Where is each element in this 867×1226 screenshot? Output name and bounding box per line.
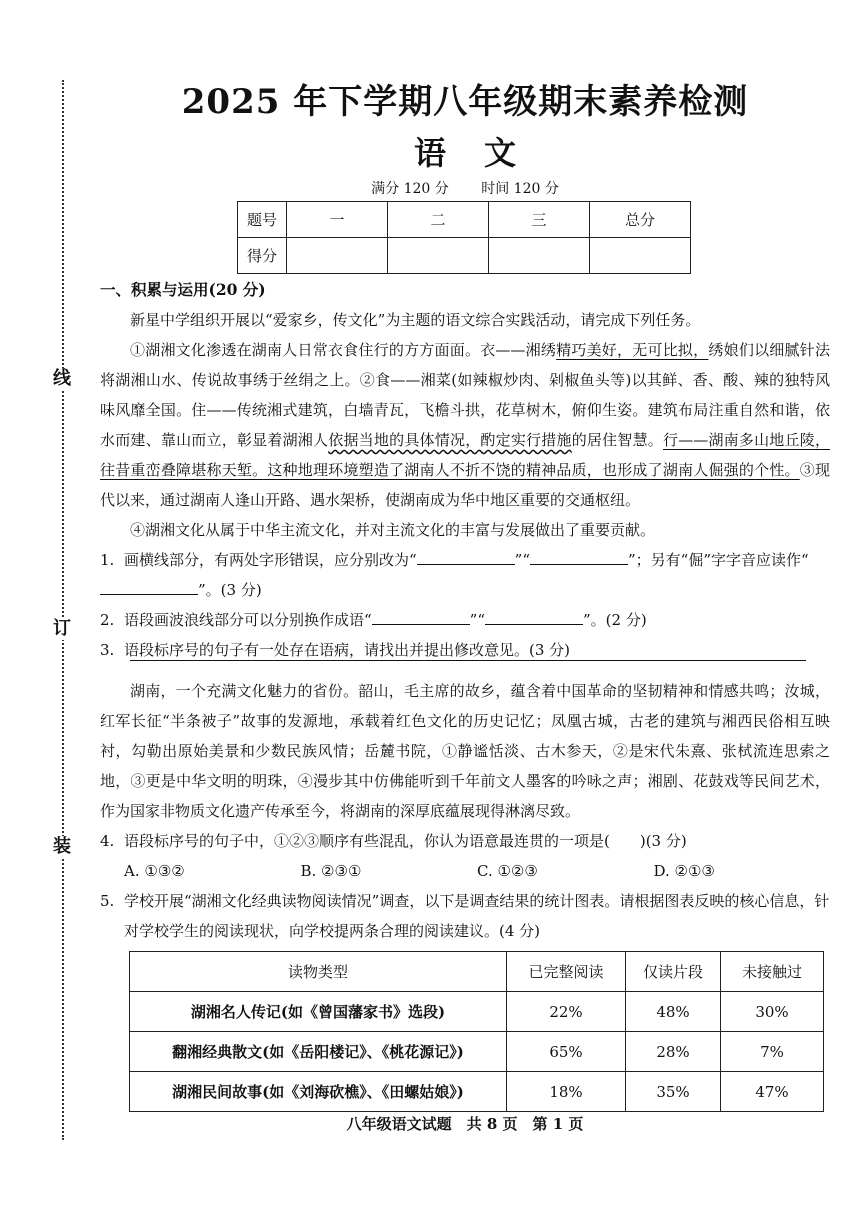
score-header-1: 一	[287, 202, 388, 238]
q4-option-a[interactable]: A. ①③②	[124, 862, 185, 880]
score-table	[237, 201, 691, 274]
score-cell-total[interactable]	[590, 238, 691, 274]
q1-text-b: ”“	[514, 551, 531, 569]
p1-text-a: ①湖湘文化渗透在湖南人日常衣食住行的方方面面。衣——湘绣	[130, 341, 557, 359]
reading-stats-table	[129, 951, 824, 1112]
q2-text-c: ”。(2 分)	[583, 611, 647, 629]
page-footer: 八年级语文试题 共 8 页 第 1 页	[346, 1115, 584, 1133]
stats-header-type: 读物类型	[130, 952, 507, 992]
stats-cell-none: 7%	[721, 1032, 824, 1072]
stats-header-complete: 已完整阅读	[507, 952, 626, 992]
score-header-total: 总分	[590, 202, 691, 238]
p1-text-g: ③现代以来，通过湖南人逢山开路、遇水架桥，使湖南成为华中地区重要的交通枢纽。	[100, 461, 830, 509]
p1-text-c: 绣娘们以细腻针法将湖湘山水、传说故事绣于丝绢之上。②食——湘菜(如辣椒炒肉、剁椒鱼头等)以其鲜、香、酸、辣的独特风味风靡全国。住——传统湘式建筑，白墙青瓦，飞檐斗拱，花草树木，俯仰生姿。建筑布局注重自然和谐，依水而建、靠山而立，彰显着湖湘人	[100, 341, 830, 449]
stats-row	[130, 992, 824, 1032]
q1-text-d: ”。(3 分)	[198, 581, 262, 599]
score-cell-2[interactable]	[388, 238, 489, 274]
binding-char-xian: 线	[53, 368, 71, 389]
score-header-label: 题号	[238, 202, 287, 238]
score-cell-1[interactable]	[287, 238, 388, 274]
q2-blank-2[interactable]	[485, 606, 583, 625]
full-score: 满分 120 分	[371, 181, 449, 197]
q5-text: 学校开展“湖湘文化经典读物阅读情况”调查，以下是调查结果的统计图表。请根据图表反映的核心信息，针对学校学生的阅读现状，向学校提两条合理的阅读建议。(4 分)	[124, 892, 830, 940]
section1-intro: 新星中学组织开展以“爱家乡，传文化”为主题的语文综合实践活动，请完成下列任务。	[130, 311, 701, 329]
score-cell-3[interactable]	[489, 238, 590, 274]
exam-subject: 语文	[413, 134, 554, 172]
p1-underlined-b: 精巧美好，无可比拟，	[556, 341, 709, 359]
stats-cell-partial: 48%	[626, 992, 721, 1032]
stats-cell-complete: 22%	[507, 992, 626, 1032]
section1-heading: 一、积累与运用(20 分)	[100, 280, 266, 299]
q3-answer-line[interactable]	[130, 660, 806, 661]
score-header-3: 三	[489, 202, 590, 238]
q2-num: 2.	[100, 611, 115, 629]
question-1	[100, 545, 830, 605]
stats-cell-none: 47%	[721, 1072, 824, 1112]
stats-row	[130, 1072, 824, 1112]
passage-paragraph-2: ④湖湘文化从属于中华主流文化，并对主流文化的丰富与发展做出了重要贡献。	[130, 521, 656, 539]
p1-underlined-f: 行——湖南多山地丘陵，往昔重峦叠障堪称天堑。这种地理环境塑造了湖南人不折不饶的精神品质，也形成了湖南人倔强的个性。	[100, 431, 830, 479]
q4-options	[100, 856, 830, 886]
binding-margin	[0, 0, 100, 1226]
q5-num: 5.	[100, 892, 115, 910]
q2-text-b: ”“	[469, 611, 486, 629]
stats-cell-complete: 65%	[507, 1032, 626, 1072]
binding-char-zhuang: 装	[53, 836, 71, 857]
score-table-header-row	[238, 202, 691, 238]
q1-num: 1.	[100, 551, 115, 569]
stats-header-none: 未接触过	[721, 952, 824, 992]
stats-cell-type: 湖湘名人传记(如《曾国藩家书》选段)	[130, 992, 507, 1032]
stats-header-row	[130, 952, 824, 992]
score-header-2: 二	[388, 202, 489, 238]
q3-text: 语段标序号的句子有一处存在语病，请找出并提出修改意见。(3 分)	[124, 641, 571, 659]
q4-option-c[interactable]: C. ①②③	[477, 862, 538, 880]
exam-time: 时间 120 分	[481, 181, 559, 197]
passage-paragraph-1	[100, 335, 830, 515]
exam-meta	[100, 178, 830, 198]
p1-text-e: 的居住智慧。	[571, 431, 664, 449]
stats-cell-partial: 35%	[626, 1072, 721, 1112]
score-table-score-row	[238, 238, 691, 274]
q2-blank-1[interactable]	[372, 606, 470, 625]
score-row-label: 得分	[238, 238, 287, 274]
q1-blank-2[interactable]	[530, 546, 628, 565]
q1-blank-1[interactable]	[417, 546, 515, 565]
p1-wavy-d: 依据当地的具体情况，酌定实行措施	[328, 431, 572, 449]
question-2	[100, 605, 830, 635]
stats-row	[130, 1032, 824, 1072]
q1-blank-3[interactable]	[100, 576, 198, 595]
stats-cell-type: 翻湘经典散文(如《岳阳楼记》、《桃花源记》)	[130, 1032, 507, 1072]
q4-option-b[interactable]: B. ②③①	[300, 862, 362, 880]
q1-text-a: 画横线部分，有两处字形错误，应分别改为“	[124, 551, 417, 569]
stats-cell-partial: 28%	[626, 1032, 721, 1072]
exam-title: 2025 年下学期八年级期末素养检测	[181, 82, 749, 122]
stats-header-partial: 仅读片段	[626, 952, 721, 992]
q4-num: 4.	[100, 832, 115, 850]
q4-text: 语段标序号的句子中，①②③顺序有些混乱，你认为语意最连贯的一项是( )(3 分)	[124, 832, 687, 850]
q4-option-d[interactable]: D. ②①③	[653, 862, 715, 880]
stats-cell-none: 30%	[721, 992, 824, 1032]
binding-dotted-line	[62, 80, 64, 1140]
section1-block-2	[100, 676, 830, 946]
q2-text-a: 语段画波浪线部分可以分别换作成语“	[124, 611, 372, 629]
q3-num: 3.	[100, 641, 115, 659]
binding-char-ding: 订	[53, 618, 71, 639]
stats-cell-type: 湖湘民间故事(如《刘海砍樵》、《田螺姑娘》)	[130, 1072, 507, 1112]
question-5	[100, 886, 830, 946]
section1-block	[100, 275, 830, 665]
q1-text-c: ”；另有“倔”字字音应读作“	[628, 551, 809, 569]
passage-paragraph-3: 湖南，一个充满文化魅力的省份。韶山，毛主席的故乡，蕴含着中国革命的坚韧精神和情感共鸣；汝城，红军长征“半条被子”故事的发源地，承载着红色文化的历史记忆；凤凰古城，古老的建筑与湘西民俗相互映衬，勾勒出原始美景和少数民族风情；岳麓书院，①静谧恬淡、古木参天，②是宋代朱熹、张栻流连思索之地，③更是中华文明的明珠，④漫步其中仿佛能听到千年前文人墨客的吟咏之声；湘剧、花鼓戏等民间艺术，作为国家非物质文化遗产传承至今，将湖南的深厚底蕴展现得淋漓尽致。	[100, 682, 830, 820]
question-4	[100, 826, 830, 856]
stats-cell-complete: 18%	[507, 1072, 626, 1112]
